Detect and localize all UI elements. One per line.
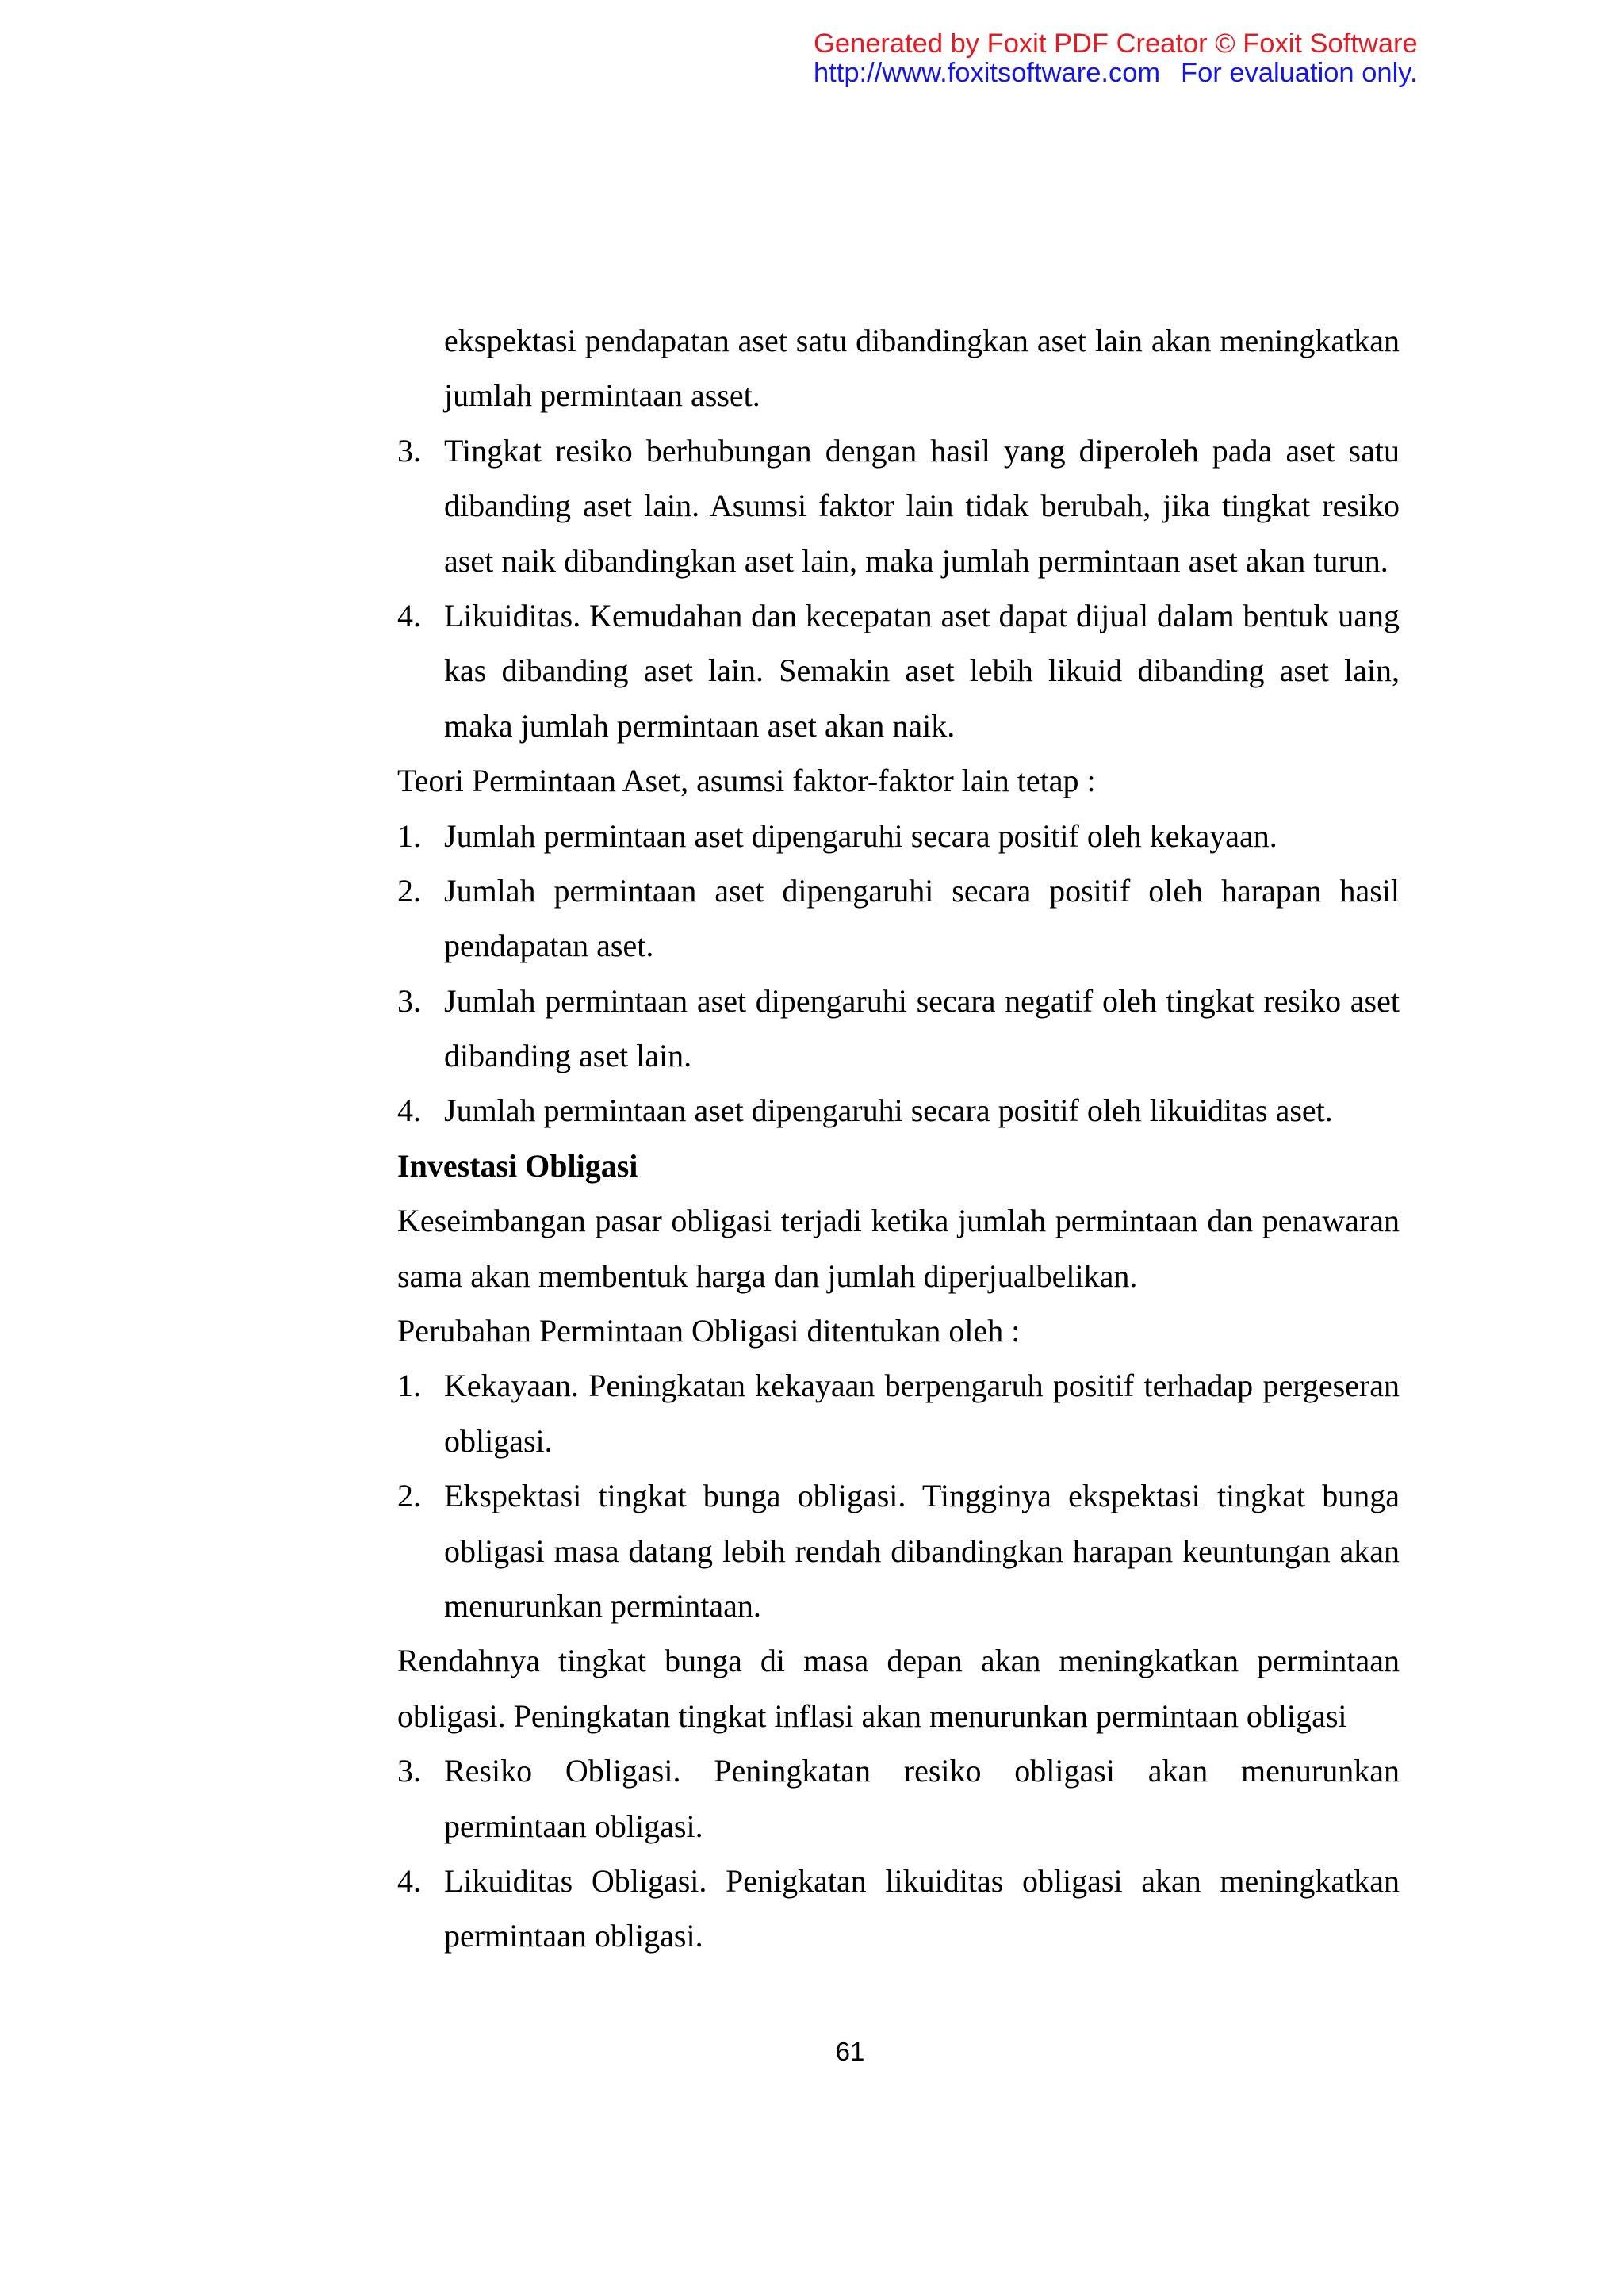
text-line: kas dibanding aset lain. Semakin aset lebih likuid dibanding aset lain, [444, 652, 1400, 689]
list-number: 2. [397, 1478, 421, 1514]
list-item-text: Jumlah permintaan aset dipengaruhi secara positif oleh harapan hasil [444, 872, 1400, 909]
text-line [397, 974, 1400, 1028]
text-line [397, 1468, 1400, 1523]
text-line [397, 809, 1400, 863]
list-item-text: Jumlah permintaan aset dipengaruhi secara positif oleh kekayaan. [444, 817, 1277, 854]
list-item [397, 1083, 1400, 1138]
list-number: 1. [397, 817, 421, 854]
list-number: 2. [397, 872, 421, 909]
text-line [397, 1854, 1400, 1908]
watermark-url-link[interactable]: http://www.foxitsoftware.com [814, 58, 1161, 88]
list-item-text: Likuiditas. Kemudahan dan kecepatan aset dapat dijual dalam bentuk uang [444, 597, 1400, 633]
list-item [397, 1854, 1400, 1964]
asset-theory-list [397, 809, 1400, 1138]
asset-theory-intro: Teori Permintaan Aset, asumsi faktor-faktor lain tetap : [397, 763, 1096, 799]
page-number: 61 [835, 2037, 865, 2066]
section-heading: Investasi Obligasi [397, 1147, 638, 1184]
list-item [397, 809, 1400, 863]
list-item-text: Tingkat resiko berhubungan dengan hasil yang diperoleh pada aset satu [444, 432, 1400, 469]
list-item-text: Resiko Obligasi. Peningkatan resiko obligasi akan menurunkan [444, 1753, 1400, 1789]
bond-demand-intro: Perubahan Permintaan Obligasi ditentukan oleh : [397, 1313, 1021, 1349]
list-number: 3. [397, 432, 421, 469]
text-line [397, 1358, 1400, 1413]
list-item [397, 863, 1400, 974]
text-line: maka jumlah permintaan aset akan naik. [444, 707, 956, 744]
watermark-evaluation-notice: For evaluation only. [1181, 58, 1418, 88]
list-number: 4. [397, 1093, 421, 1129]
text-line: menurunkan permintaan. [444, 1587, 761, 1624]
list-number: 1. [397, 1368, 421, 1404]
text-line: permintaan obligasi. [444, 1918, 703, 1954]
text-line: obligasi. Peningkatan tingkat inflasi akan menurunkan permintaan obligasi [397, 1697, 1347, 1734]
list-item-text: Jumlah permintaan aset dipengaruhi secara negatif oleh tingkat resiko aset [444, 982, 1400, 1019]
list-item-text: Ekspektasi tingkat bunga obligasi. Tingginya ekspektasi tingkat bunga [444, 1478, 1400, 1514]
document-body [397, 313, 1400, 1964]
text-line [397, 1083, 1400, 1138]
list-number: 4. [397, 1862, 421, 1899]
bond-demand-list-continued [397, 1743, 1400, 1964]
text-line: obligasi. [444, 1422, 553, 1459]
watermark-generator-text: Generated by Foxit PDF Creator © Foxit Software [814, 29, 1418, 59]
bond-demand-list [397, 1358, 1400, 1633]
text-line: dibanding aset lain. [444, 1038, 692, 1074]
list-item-text: Likuiditas Obligasi. Penigkatan likuiditas obligasi akan meningkatkan [444, 1862, 1400, 1899]
list-item-text: Kekayaan. Peningkatan kekayaan berpengaruh positif terhadap pergeseran [444, 1368, 1400, 1404]
text-line: Keseimbangan pasar obligasi terjadi ketika jumlah permintaan dan penawaran [397, 1203, 1400, 1239]
text-line: dibanding aset lain. Asumsi faktor lain tidak berubah, jika tingkat resiko [444, 488, 1400, 524]
text-line: obligasi masa datang lebih rendah dibandingkan harapan keuntungan akan [444, 1533, 1400, 1569]
list-number: 3. [397, 1753, 421, 1789]
text-line [397, 423, 1400, 478]
bond-equilibrium-paragraph [397, 1193, 1400, 1303]
list-item [397, 1358, 1400, 1468]
text-line [397, 1743, 1400, 1798]
continued-paragraph [397, 313, 1400, 423]
list-item-text: Jumlah permintaan aset dipengaruhi secara positif oleh likuiditas aset. [444, 1093, 1333, 1129]
list-item [397, 423, 1400, 588]
list-item [397, 1743, 1400, 1854]
list-item [397, 588, 1400, 753]
interest-rate-paragraph [397, 1633, 1400, 1743]
list-number: 3. [397, 982, 421, 1019]
list-item [397, 974, 1400, 1084]
asset-factor-list [397, 423, 1400, 753]
list-item [397, 1468, 1400, 1633]
list-number: 4. [397, 597, 421, 633]
text-line: pendapatan aset. [444, 928, 654, 964]
text-line [397, 588, 1400, 643]
text-line: sama akan membentuk harga dan jumlah diperjualbelikan. [397, 1257, 1138, 1294]
text-line [397, 863, 1400, 918]
text-line: ekspektasi pendapatan aset satu dibandingkan aset lain akan meningkatkan [444, 323, 1400, 358]
text-line: aset naik dibandingkan aset lain, maka jumlah permintaan aset akan turun. [444, 542, 1388, 579]
text-line: permintaan obligasi. [444, 1808, 703, 1844]
text-line: Rendahnya tingkat bunga di masa depan akan meningkatkan permintaan [397, 1643, 1400, 1679]
text-line: jumlah permintaan asset. [444, 377, 760, 414]
